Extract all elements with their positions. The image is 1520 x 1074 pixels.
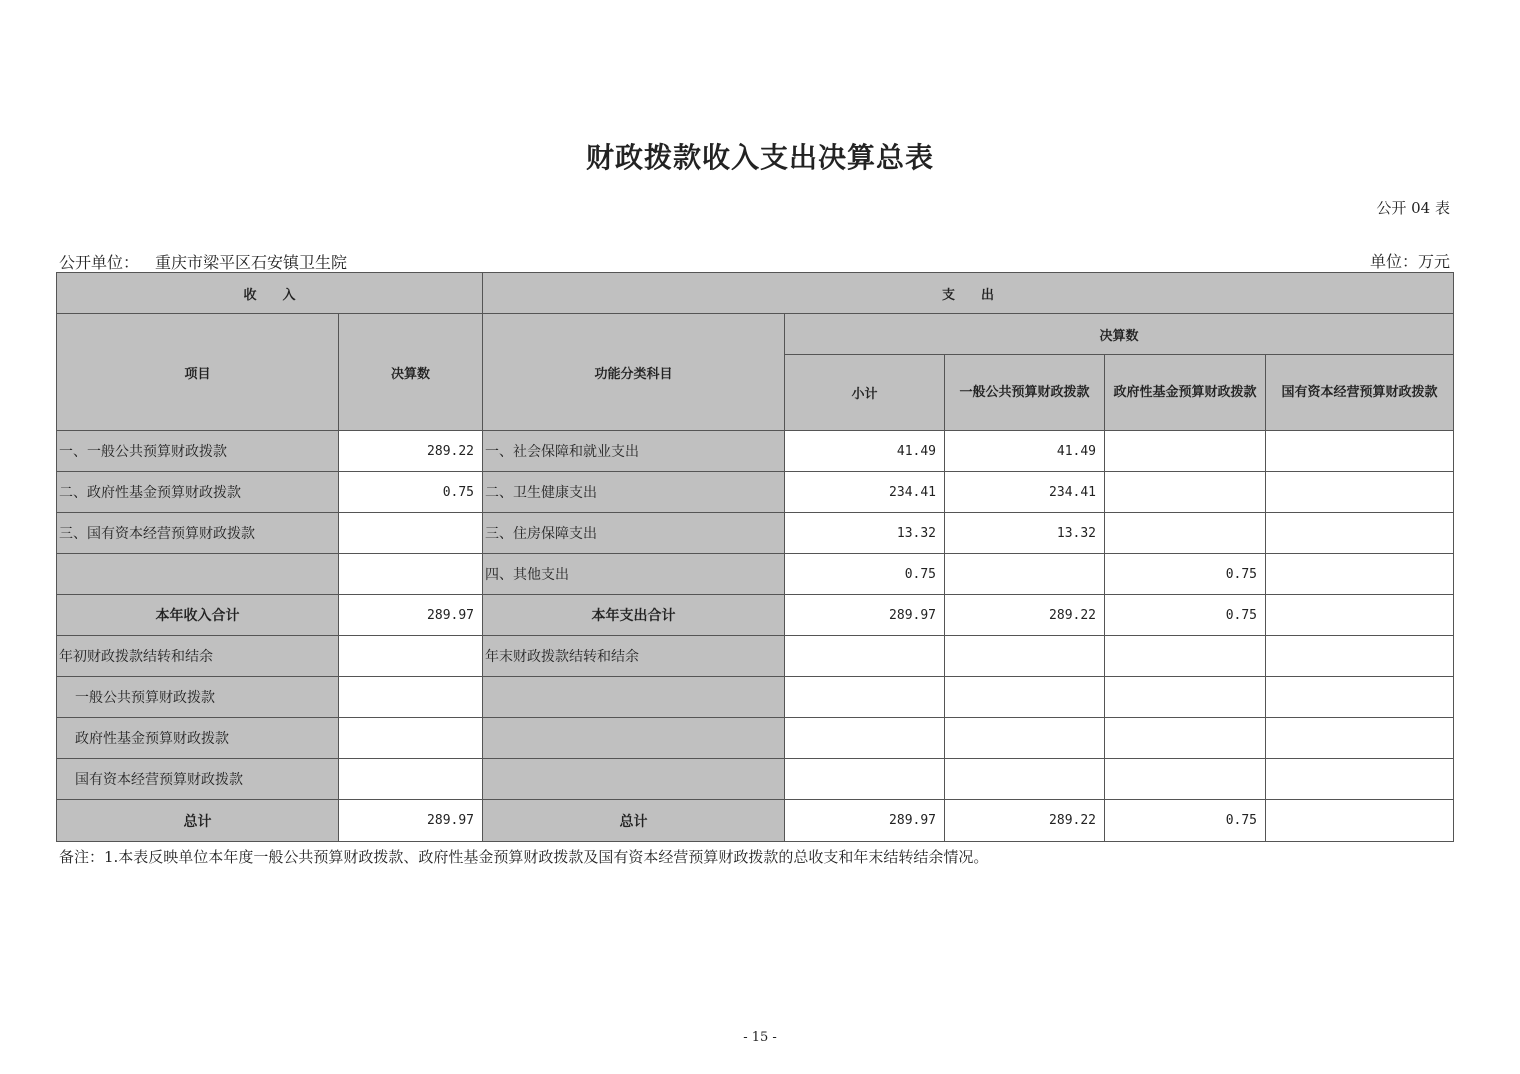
income-amount	[339, 677, 483, 718]
general-budget-header: 一般公共预算财政拨款	[945, 355, 1105, 431]
capital-cell	[1266, 431, 1454, 472]
income-amount: 289.97	[339, 800, 483, 842]
fund-cell	[1105, 513, 1266, 554]
reporting-unit	[59, 250, 347, 273]
general-cell	[945, 554, 1105, 595]
subtotal-header: 小计	[785, 355, 945, 431]
income-amount: 0.75	[339, 472, 483, 513]
expense-item: 二、卫生健康支出	[483, 472, 785, 513]
general-cell: 289.22	[945, 800, 1105, 842]
budget-table	[56, 272, 1454, 842]
fund-cell: 0.75	[1105, 595, 1266, 636]
table-row	[57, 554, 1454, 595]
fund-cell: 0.75	[1105, 800, 1266, 842]
capital-cell	[1266, 636, 1454, 677]
expense-item	[483, 718, 785, 759]
income-header: 收 入	[57, 273, 483, 314]
income-item: 一、一般公共预算财政拨款	[57, 431, 339, 472]
fund-cell	[1105, 636, 1266, 677]
capital-cell	[1266, 800, 1454, 842]
income-item: 本年收入合计	[57, 595, 339, 636]
table-row	[57, 431, 1454, 472]
capital-cell	[1266, 554, 1454, 595]
income-item: 年初财政拨款结转和结余	[57, 636, 339, 677]
table-row	[57, 513, 1454, 554]
amount-header: 决算数	[339, 314, 483, 431]
footnote: 备注：1.本表反映单位本年度一般公共预算财政拨款、政府性基金预算财政拨款及国有资本经营预算财政拨款的总收支和年末结转结余情况。	[59, 848, 989, 866]
capital-cell	[1266, 595, 1454, 636]
fund-cell	[1105, 472, 1266, 513]
state-capital-header: 国有资本经营预算财政拨款	[1266, 355, 1454, 431]
general-cell: 234.41	[945, 472, 1105, 513]
income-item	[57, 554, 339, 595]
item-header: 项目	[57, 314, 339, 431]
general-cell	[945, 759, 1105, 800]
expense-item: 一、社会保障和就业支出	[483, 431, 785, 472]
general-cell: 13.32	[945, 513, 1105, 554]
capital-cell	[1266, 513, 1454, 554]
subtotal-cell: 0.75	[785, 554, 945, 595]
income-amount	[339, 718, 483, 759]
subtotal-cell: 289.97	[785, 800, 945, 842]
func-class-header: 功能分类科目	[483, 314, 785, 431]
income-amount: 289.97	[339, 595, 483, 636]
fund-cell	[1105, 431, 1266, 472]
expense-header: 支 出	[483, 273, 1454, 314]
capital-cell	[1266, 472, 1454, 513]
form-number: 公开 04 表	[1376, 199, 1450, 217]
table-row-annual-total	[57, 595, 1454, 636]
income-item: 二、政府性基金预算财政拨款	[57, 472, 339, 513]
income-amount	[339, 554, 483, 595]
table-row	[57, 718, 1454, 759]
income-amount: 289.22	[339, 431, 483, 472]
general-cell	[945, 636, 1105, 677]
expense-item: 三、住房保障支出	[483, 513, 785, 554]
subtotal-cell: 289.97	[785, 595, 945, 636]
income-amount	[339, 759, 483, 800]
reporting-unit-label: 公开单位：	[59, 253, 140, 272]
fund-cell: 0.75	[1105, 554, 1266, 595]
income-item: 国有资本经营预算财政拨款	[57, 759, 339, 800]
capital-cell	[1266, 677, 1454, 718]
income-amount	[339, 636, 483, 677]
table-row	[57, 472, 1454, 513]
fund-cell	[1105, 677, 1266, 718]
table-row	[57, 759, 1454, 800]
fund-cell	[1105, 759, 1266, 800]
expense-item: 本年支出合计	[483, 595, 785, 636]
table-row-grand-total	[57, 800, 1454, 842]
final-amount-header: 决算数	[785, 314, 1454, 355]
subtotal-cell: 41.49	[785, 431, 945, 472]
table-row	[57, 677, 1454, 718]
general-cell	[945, 677, 1105, 718]
subtotal-cell	[785, 636, 945, 677]
general-cell: 41.49	[945, 431, 1105, 472]
capital-cell	[1266, 759, 1454, 800]
page-number: - 15 -	[743, 1030, 777, 1045]
expense-item: 总计	[483, 800, 785, 842]
table-row	[57, 636, 1454, 677]
reporting-unit-name: 重庆市梁平区石安镇卫生院	[155, 253, 348, 272]
income-item: 政府性基金预算财政拨款	[57, 718, 339, 759]
subtotal-cell	[785, 677, 945, 718]
expense-item: 四、其他支出	[483, 554, 785, 595]
general-cell: 289.22	[945, 595, 1105, 636]
expense-item	[483, 759, 785, 800]
expense-item	[483, 677, 785, 718]
expense-item: 年末财政拨款结转和结余	[483, 636, 785, 677]
income-item: 一般公共预算财政拨款	[57, 677, 339, 718]
subtotal-cell: 13.32	[785, 513, 945, 554]
fund-cell	[1105, 718, 1266, 759]
subtotal-cell	[785, 718, 945, 759]
subtotal-cell: 234.41	[785, 472, 945, 513]
capital-cell	[1266, 718, 1454, 759]
income-amount	[339, 513, 483, 554]
page-title: 财政拨款收入支出决算总表	[585, 141, 934, 174]
currency-unit: 单位：万元	[1369, 252, 1450, 271]
general-cell	[945, 718, 1105, 759]
income-item: 三、国有资本经营预算财政拨款	[57, 513, 339, 554]
subtotal-cell	[785, 759, 945, 800]
income-item: 总计	[57, 800, 339, 842]
gov-fund-header: 政府性基金预算财政拨款	[1105, 355, 1266, 431]
